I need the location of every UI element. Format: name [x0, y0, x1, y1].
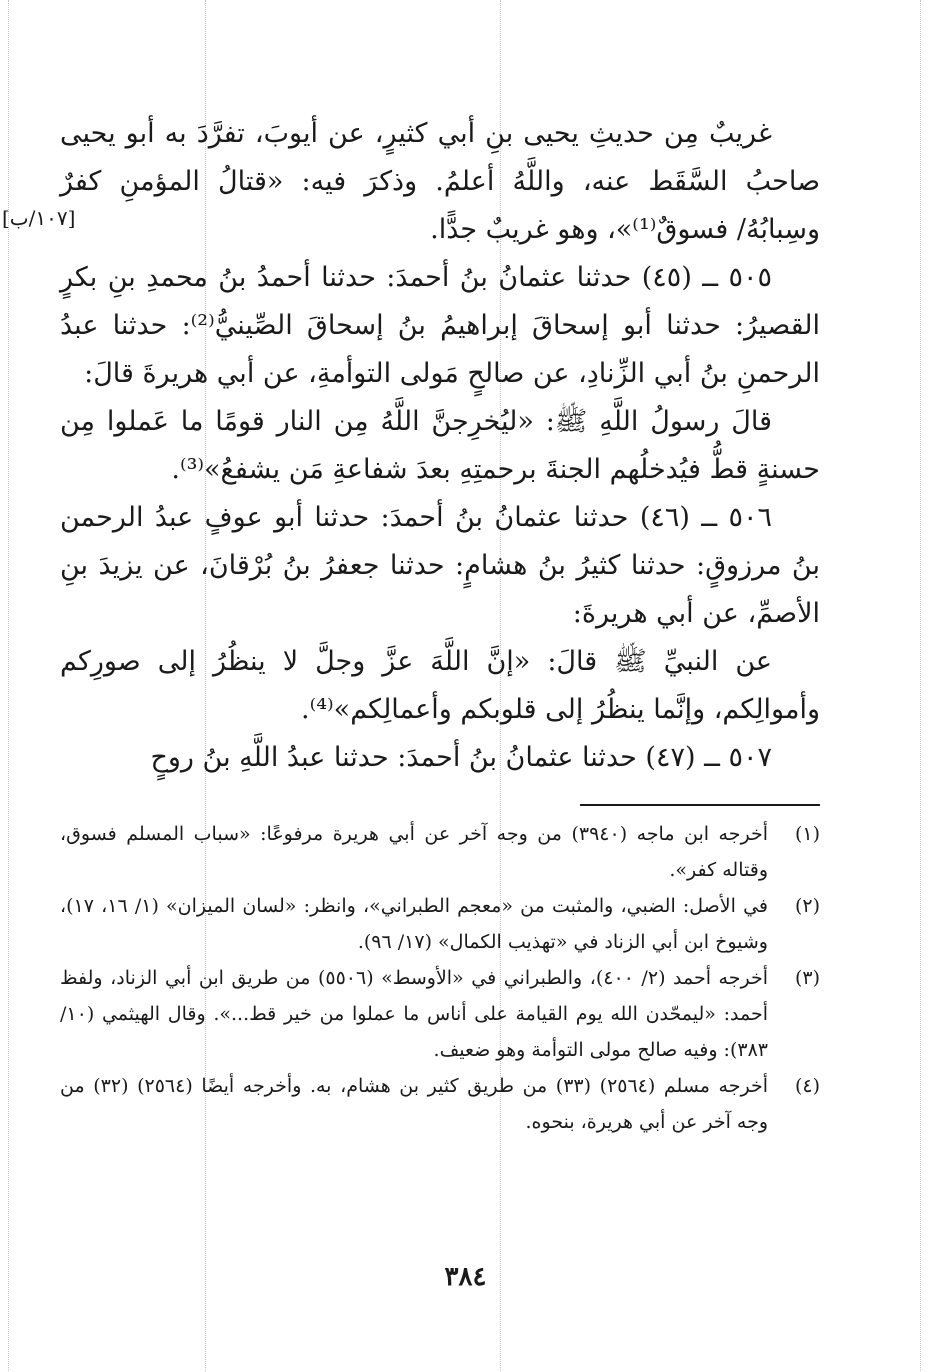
footnote-divider [580, 804, 820, 806]
hadith-506-matn: عن النبيِّ ﷺ قالَ: «إنَّ اللَّهَ عزَّ وجلَّ لا ينظُرُ إلى صورِكم وأموالِكم، وإنَّما ينظُرُ إلى قلوبكم وأعمالِكم»⁽⁴⁾. [60, 646, 820, 725]
hadith-507-isnad: ٥٠٧ ــ (٤٧) حدثنا عثمانُ بنُ أحمدَ: حدثنا عبدُ اللَّهِ بنُ روحٍ [150, 742, 772, 773]
page-number: ٣٨٤ [444, 1262, 487, 1292]
footnote-text: أخرجه مسلم (٢٥٦٤) (٣٣) من طريق كثير بن هشام، به. وأخرجه أيضًا (٢٥٦٤) (٣٢) من وجه آخر عن أبي هريرة، بنحوه. [60, 1075, 768, 1133]
paragraph-wrapper [2, 110, 820, 254]
footnote-number: (١) [794, 823, 820, 845]
footnotes [60, 816, 820, 1140]
footnote-number: (٤) [794, 1075, 820, 1097]
footnote-text: أخرجه أحمد (٢/ ٤٠٠)، والطبراني في «الأوسط» (٥٥٠٦) من طريق ابن أبي الزناد، ولفظ أحمد: «ليمحّدن الله يوم القيامة على أناس ما عملوا من خير قط...». وقال الهيثمي (١٠/ ٣٨٣): وفيه صالح مولى التوأمة وهو ضعيف. [60, 967, 769, 1061]
folio-margin-note: [١٠٧/ب] [2, 206, 76, 230]
paragraph-1: غريبٌ مِن حديثِ يحيى بنِ أبي كثيرٍ، عن أيوبَ، تفرَّدَ به أبو يحيى صاحبُ السَّقَط عنه، واللَّهُ أعلمُ. وذكرَ فيه: «قتالُ المؤمنِ كفرٌ وسِبابُهُ/ فسوقٌ⁽¹⁾»، وهو غريبٌ جدًّا. [60, 118, 820, 245]
footnote-number: (٢) [794, 895, 820, 917]
hadith-505-matn: قالَ رسولُ اللَّهِ ﷺ: «ليُخرِجنَّ اللَّهُ مِن النار قومًا ما عَملوا مِن حسنةٍ قطُّ فيُدخلُهم الجنةَ برحمتِهِ بعدَ شفاعةِ مَن يشفعُ»⁽³⁾. [60, 406, 820, 485]
footnote-text: في الأصل: الضبي، والمثبت من «معجم الطبراني»، وانظر: «لسان الميزان» (١/ ١٦، ١٧)، وشيوخ ابن أبي الزناد في «تهذيب الكمال» (١٧/ ٩٦). [60, 895, 768, 953]
main-text [2, 110, 820, 782]
footnote-text: أخرجه ابن ماجه (٣٩٤٠) من وجه آخر عن أبي هريرة مرفوعًا: «سباب المسلم فسوق، وقتاله كفر». [60, 823, 768, 881]
footnote-3 [60, 960, 820, 1068]
footnote-2 [60, 888, 820, 960]
footnote-number: (٣) [794, 967, 820, 989]
scan-margin-dots-right [920, 0, 921, 1372]
book-page [2, 110, 820, 1140]
hadith-506-isnad: ٥٠٦ ــ (٤٦) حدثنا عثمانُ بنُ أحمدَ: حدثنا أبو عوفٍ عبدُ الرحمن بنُ مرزوقٍ: حدثنا كثيرُ بنُ هشامٍ: حدثنا جعفرُ بنُ بُرْقانَ، عن يزيدَ بنِ الأصمِّ، عن أبي هريرةَ: [60, 502, 820, 629]
footnote-4 [60, 1068, 820, 1140]
footnote-1 [60, 816, 820, 888]
hadith-505-isnad: ٥٠٥ ــ (٤٥) حدثنا عثمانُ بنُ أحمدَ: حدثنا أحمدُ بنُ محمدِ بنِ بكرٍ القصيرُ: حدثنا أبو إسحاقَ إبراهيمُ بنُ إسحاقَ الصِّينيُّ⁽²⁾: حدثنا عبدُ الرحمنِ بنُ أبي الزِّنادِ، عن صالحٍ مَولى التوأمةِ، عن أبي هريرةَ قالَ: [60, 262, 820, 389]
